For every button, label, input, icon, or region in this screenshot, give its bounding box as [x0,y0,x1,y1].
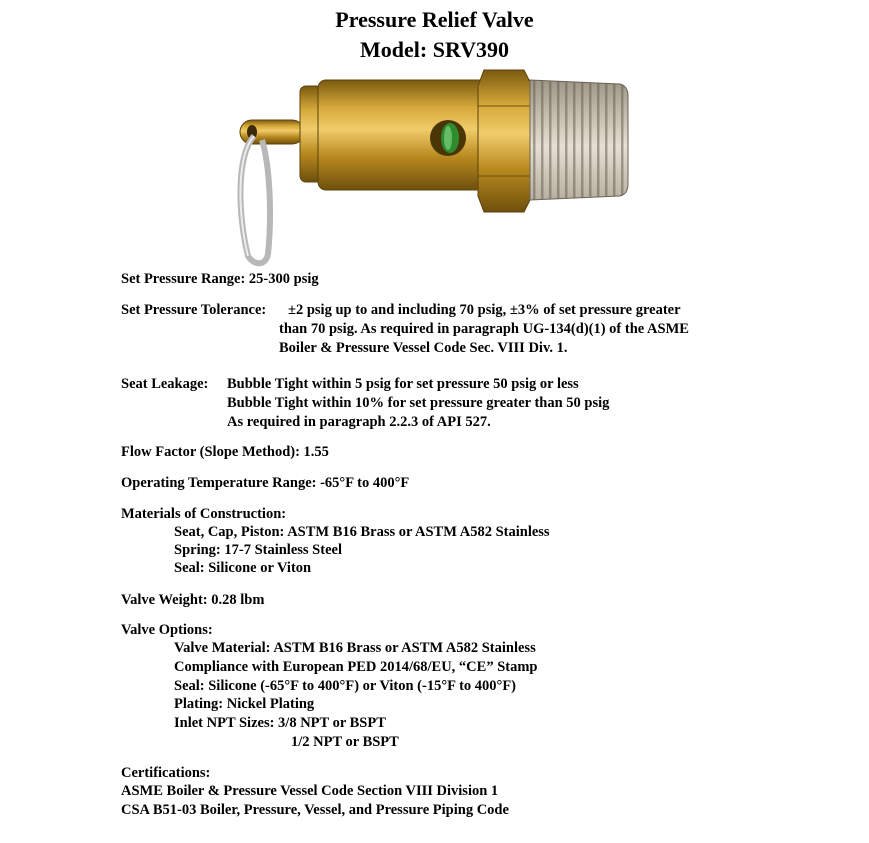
certifications-line-1: ASME Boiler & Pressure Vessel Code Section VIII Division 1 [121,783,499,799]
options-line-2: Compliance with European PED 2014/68/EU, “CE” Stamp [174,659,538,675]
seat-leakage-line-2: Bubble Tight within 10% for set pressure greater than 50 psig [227,395,610,411]
certifications-label: Certifications: [121,765,211,781]
hex-nut [478,70,532,212]
options-line-6: 1/2 NPT or BSPT [291,734,399,750]
seat-leakage-line-3: As required in paragraph 2.2.3 of API 527. [227,414,491,430]
model-number: Model: SRV390 [360,37,509,62]
tolerance-line-3: Boiler & Pressure Vessel Code Sec. VIII Div. 1. [279,340,568,356]
options-label: Valve Options: [121,622,213,638]
tolerance-label: Set Pressure Tolerance: [121,302,267,318]
materials-label: Materials of Construction: [121,506,287,522]
options-line-5: Inlet NPT Sizes: 3/8 NPT or BSPT [174,715,386,731]
page-title: Pressure Relief Valve [335,7,534,32]
valve-weight: Valve Weight: 0.28 lbm [121,592,265,608]
materials-line-2: Spring: 17-7 Stainless Steel [174,542,342,558]
tolerance-line-2: than 70 psig. As required in paragraph UG-134(d)(1) of the ASME [279,321,689,337]
operating-temperature: Operating Temperature Range: -65°F to 400°F [121,475,410,491]
options-line-1: Valve Material: ASTM B16 Brass or ASTM A582 Stainless [174,640,536,656]
tolerance-line-1: ±2 psig up to and including 70 psig, ±3% of set pressure greater [288,302,681,318]
threaded-inlet [530,80,628,200]
options-line-3: Seal: Silicone (-65°F to 400°F) or Viton (-15°F to 400°F) [174,678,517,694]
flow-factor: Flow Factor (Slope Method): 1.55 [121,444,329,460]
options-line-4: Plating: Nickel Plating [174,696,315,712]
materials-line-1: Seat, Cap, Piston: ASTM B16 Brass or ASTM A582 Stainless [174,524,550,540]
certifications-line-2: CSA B51-03 Boiler, Pressure, Vessel, and Pressure Piping Code [121,802,509,818]
set-pressure-range: Set Pressure Range: 25-300 psig [121,271,319,287]
materials-line-3: Seal: Silicone or Viton [174,560,312,576]
valve-image [232,66,632,268]
seat-leakage-line-1: Bubble Tight within 5 psig for set pressure 50 psig or less [227,376,579,392]
seat-leakage-label: Seat Leakage: [121,376,209,392]
